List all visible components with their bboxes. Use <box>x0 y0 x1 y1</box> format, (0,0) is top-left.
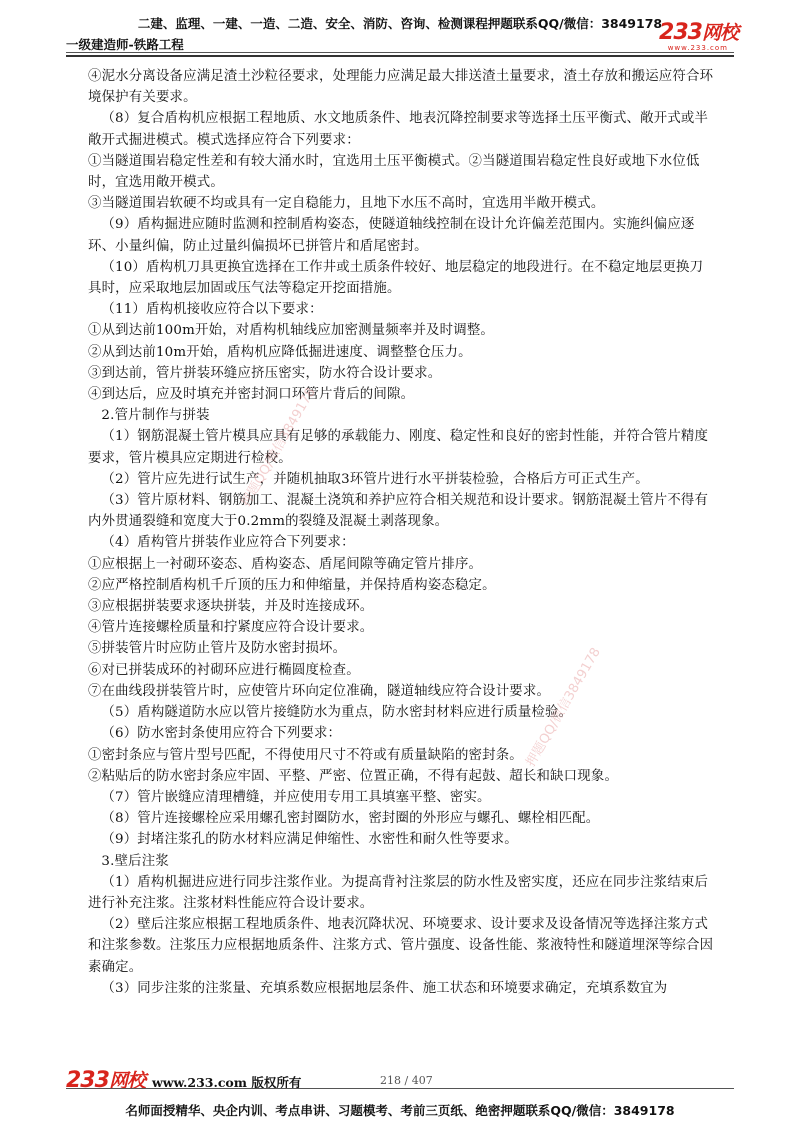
paragraph: ③应根据拼装要求逐块拼装，并及时连接成环。 <box>88 599 374 615</box>
logo-number: 233 <box>659 20 702 45</box>
paragraph: ③到达前，管片拼装环缝应挤压密实，防水符合设计要求。 <box>88 365 442 381</box>
paragraph: （9）盾构掘进应随时监测和控制盾构姿态，使隧道轴线控制在设计允许偏差范围内。实施纠偏应逐环、小量纠偏，防止过量纠偏损坏已拼管片和盾尾密封。 <box>88 217 695 254</box>
document-subtitle: 一级建造师-铁路工程 <box>66 37 184 52</box>
footer-divider <box>66 1088 734 1089</box>
paragraph: ③当隧道围岩软硬不均或具有一定自稳能力，且地下水压不高时，宜选用半敞开模式。 <box>88 196 605 212</box>
footer-logo-number: 233 <box>66 1068 109 1093</box>
paragraph: ①从到达前100m开始，对盾构机轴线应加密测量频率并及时调整。 <box>88 323 495 339</box>
paragraph: ⑦在曲线段拼装管片时，应使管片环向定位准确，隧道轴线应符合设计要求。 <box>88 683 551 699</box>
header-divider <box>66 52 734 53</box>
paragraph: （9）封堵注浆孔的防水材料应满足伸缩性、水密性和耐久性等要求。 <box>101 832 518 848</box>
site-logo[interactable] <box>659 22 738 44</box>
paragraph: 2.管片制作与拼装 <box>101 408 210 424</box>
paragraph: ①当隧道围岩稳定性差和有较大涌水时，宜选用土压平衡模式。②当隧道围岩稳定性良好或地下水位低时，宜选用敞开模式。 <box>88 153 700 191</box>
paragraph: ⑤拼装管片时应防止管片及防水密封损坏。 <box>88 641 347 657</box>
footer-logo-text: 网校 <box>108 1070 145 1092</box>
paragraph: ②应严格控制盾构机千斤顶的压力和伸缩量，并保持盾构姿态稳定。 <box>88 577 496 593</box>
paragraph: ①应根据上一衬砌环姿态、盾构姿态、盾尾间隙等确定管片排序。 <box>88 556 483 572</box>
paragraph: （7）管片嵌缝应清理槽缝，并应使用专用工具填塞平整、密实。 <box>101 789 491 805</box>
paragraph: （8）管片连接螺栓应采用螺孔密封圈防水，密封圈的外形应与螺孔、螺栓相匹配。 <box>101 811 600 827</box>
paragraph: 3.壁后注浆 <box>101 853 169 869</box>
footer-site-copyright: www.233.com 版权所有 <box>152 1075 302 1090</box>
logo-text: 网校 <box>701 22 738 44</box>
paragraph: （2）壁后注浆应根据工程地质条件、地表沉降状况、环境要求、设计要求及设备情况等选择注浆方式和注浆参数。注浆压力应根据地质条件、注浆方式、管片强度、设备性能、浆液特性和隧道埋深等综合因素确定。 <box>88 917 714 975</box>
paragraph: ①密封条应与管片型号匹配，不得使用尺寸不符或有质量缺陷的密封条。 <box>88 747 523 763</box>
paragraph: （1）钢筋混凝土管片模具应具有足够的承载能力、刚度、稳定性和良好的密封性能，并符合管片精度要求，管片模具应定期进行检校。 <box>88 429 709 466</box>
paragraph: ④管片连接螺栓质量和拧紧度应符合设计要求。 <box>88 620 374 636</box>
paragraph: ⑥对已拼装成环的衬砌环应进行椭圆度检查。 <box>88 662 360 678</box>
paragraph: （8）复合盾构机应根据工程地质、水文地质条件、地表沉降控制要求等选择土压平衡式、敞开式或半敞开式掘进模式。模式选择应符合下列要求： <box>88 111 709 148</box>
watermark-text: 押题QQ/微信3849178 <box>523 645 604 770</box>
logo-url: www.233.com <box>667 44 728 52</box>
paragraph: （5）盾构隧道防水应以管片接缝防水为重点，防水密封材料应进行质量检验。 <box>101 705 573 721</box>
paragraph: （11）盾构机接收应符合以下要求： <box>101 302 323 318</box>
paragraph: ②从到达前10m开始，盾构机应降低掘进速度、调整整仓压力。 <box>88 344 472 360</box>
paragraph: ④泥水分离设备应满足渣土沙粒径要求，处理能力应满足最大排送渣土量要求，渣土存放和搬运应符合环境保护有关要求。 <box>88 69 714 106</box>
paragraph: （6）防水密封条使用应符合下列要求： <box>101 726 342 742</box>
paragraph: （2）管片应先进行试生产，并随机抽取3环管片进行水平拼装检验，合格后方可正式生产。 <box>101 471 649 487</box>
header-banner: 二建、监理、一建、一造、二造、安全、消防、咨询、检测课程押题联系QQ/微信：3849178 <box>137 16 663 31</box>
paragraph: ④到达后，应及时填充并密封洞口环管片背后的间隙。 <box>88 387 415 403</box>
footer-banner: 名师面授精华、央企内训、考点串讲、习题模考、考前三页纸、绝密押题联系QQ/微信：3849178 <box>125 1103 675 1118</box>
document-body <box>88 66 716 999</box>
paragraph: （3）同步注浆的注浆量、充填系数应根据地层条件、施工状态和环境要求确定，充填系数宜为 <box>101 980 668 996</box>
paragraph: （1）盾构机掘进应进行同步注浆作业。为提高背衬注浆层的防水性及密实度，还应在同步注浆结束后进行补充注浆。注浆材料性能应符合设计要求。 <box>88 874 709 911</box>
watermark-text: 押题QQ/微信3849178 <box>238 385 319 510</box>
page-number: 218 / 407 <box>380 1074 433 1087</box>
paragraph: （3）管片原材料、钢筋加工、混凝土浇筑和养护应符合相关规范和设计要求。钢筋混凝土管片不得有内外贯通裂缝和宽度大于0.2mm的裂缝及混凝土剥落现象。 <box>88 493 709 530</box>
paragraph: ②粘贴后的防水密封条应牢固、平整、严密、位置正确，不得有起鼓、超长和缺口现象。 <box>88 768 619 784</box>
paragraph: （4）盾构管片拼装作业应符合下列要求： <box>101 535 355 551</box>
header-divider-thick <box>66 55 734 57</box>
paragraph: （10）盾构机刀具更换宜选择在工作井或土质条件较好、地层稳定的地段进行。在不稳定地层更换刀具时，应采取地层加固或压气法等稳定开挖面措施。 <box>88 259 704 297</box>
